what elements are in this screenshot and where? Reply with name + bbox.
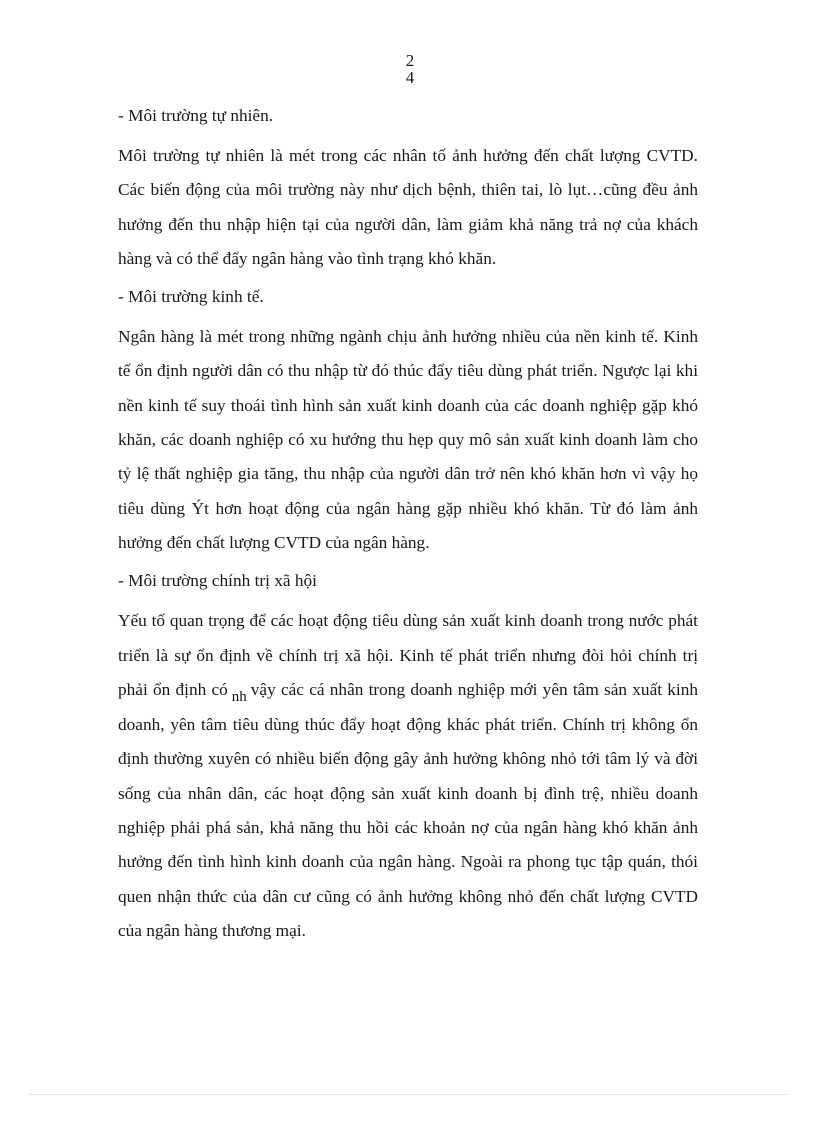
page-number bbox=[398, 52, 422, 86]
page-number-line-1: 2 bbox=[405, 51, 415, 70]
page-number-line-2: 4 bbox=[405, 68, 415, 87]
paragraph-text-part-2: vậy các cá nhân trong doanh nghiệp mới yên tâm sản xuất kinh doanh, yên tâm tiêu dùng thúc đẩy hoạt động khác phát triển. Chính trị không ổn định thường xuyên có nhiều biến động gây ảnh hưởng không nhỏ tới tâm lý và đời sống của nhân dân, các hoạt động sản xuất kinh doanh bị đình trệ, nhiều doanh nghiệp phải phá sản, khả năng thu hồi các khoản nợ của ngân hàng khó khăn ảnh hưởng đến tình hình kinh doanh của ngân hàng. Ngoài ra phong tục tập quán, thói quen nhận thức của dân cư cũng có ảnh hưởng không nhỏ đến chất lượng CVTD của ngân hàng thương mại. bbox=[118, 679, 698, 940]
paragraph-inline-fragment: nh bbox=[231, 688, 247, 705]
paragraph-political-social-environment bbox=[118, 604, 698, 948]
page-bottom-divider bbox=[28, 1094, 788, 1095]
paragraph-text-part-1: Yếu tố quan trọng để các hoạt động tiêu dùng sản xuất kinh doanh trong nước phát triển là sự ổn định về chính trị xã hội. Kinh tế phát triển nhưng đòi hỏi chính trị phải ổn định có bbox=[118, 611, 698, 699]
document-body bbox=[118, 103, 698, 956]
section-heading-economic-environment: - Môi trường kinh tế. bbox=[118, 287, 264, 307]
paragraph-economic-environment: Ngân hàng là mét trong những ngành chịu ảnh hưởng nhiều của nền kinh tế. Kinh tế ổn định người dân có thu nhập từ đó thúc đẩy tiêu dùng phát triển. Ngược lại khi nền kinh tế suy thoái tình hình sản xuất kinh doanh của các doanh nghiệp gặp khó khăn, các doanh nghiệp có xu hướng thu hẹp quy mô sản xuất kinh doanh làm cho tỷ lệ thất nghiệp gia tăng, thu nhập của người dân trở nên khó khăn hơn vì vậy họ tiêu dùng Ýt hơn hoạt động của ngân hàng gặp nhiều khó khăn. Từ đó làm ảnh hưởng đến chất lượng CVTD của ngân hàng. bbox=[118, 327, 698, 552]
section-heading-natural-environment: - Môi trường tự nhiên. bbox=[118, 106, 274, 125]
section-heading-political-social-environment: - Môi trường chính trị xã hội bbox=[118, 571, 317, 591]
paragraph-natural-environment: Môi trường tự nhiên là mét trong các nhân tố ảnh hưởng đến chất lượng CVTD. Các biến động của môi trường này như dịch bệnh, thiên tai, lò lụt…cũng đều ảnh hưởng đến thu nhập hiện tại của người dân, làm giảm khả năng trả nợ của khách hàng và có thể đẩy ngân hàng vào tình trạng khó khăn. bbox=[118, 146, 698, 268]
